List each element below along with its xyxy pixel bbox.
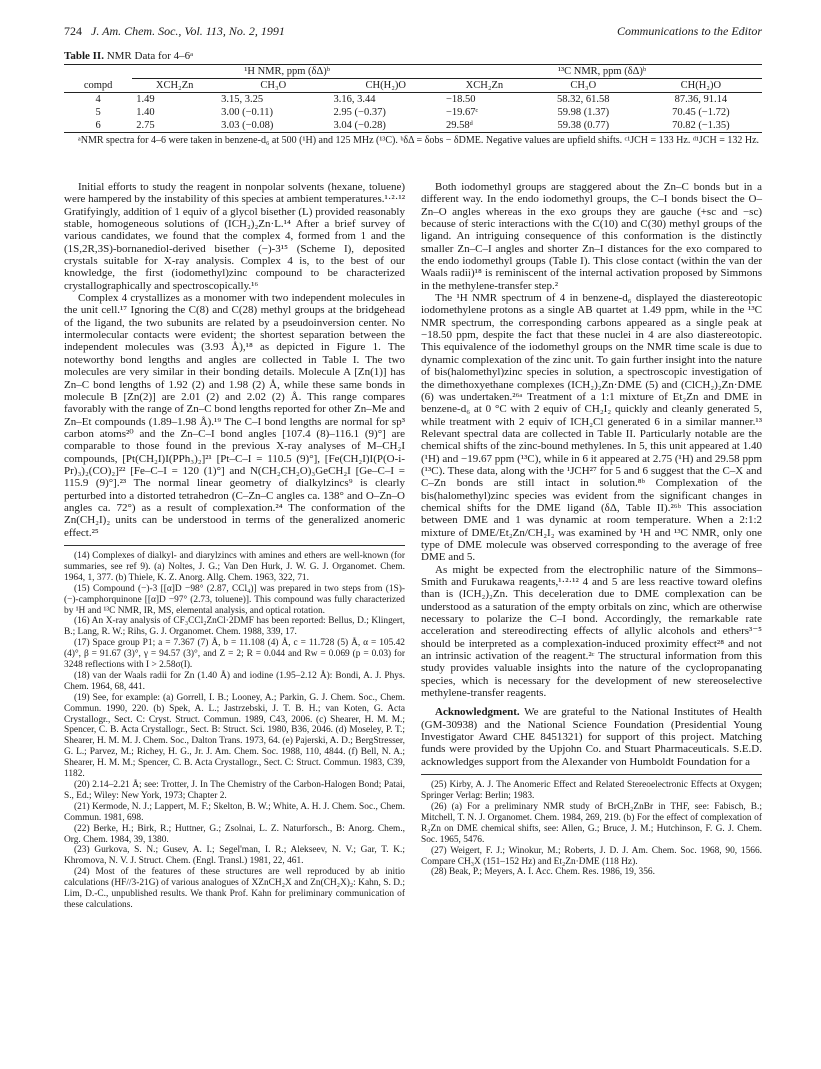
nmr-data-table [64,64,762,133]
table-cell: 59.98 (1.37) [557,107,610,118]
column-header: CH(H₂)O [330,79,442,93]
table-cell: 3.16, 3.44 [333,94,376,105]
table-cell: 2.95 (−0.37) [333,107,386,118]
table-group-spacer [64,65,132,79]
table-row [64,93,762,107]
table-label: Table II. [64,50,104,62]
reference-item: (21) Kermode, N. J.; Lappert, M. F.; Skelton, B. W.; White, A. H. J. Chem. Soc., Chem. Commun. 1981, 698. [64,801,405,823]
journal-page [64,24,762,910]
body-paragraph: As might be expected from the electrophilic nature of the Simmons–Smith and Furukawa reagents,¹·²·¹² 4 and 5 are less reactive toward olefins than is (ICH₂)₂Zn. This deceleration due to DME complexation can be understood as a saturation of the empty orbitals on zinc, which are otherwise necessary to polarize the C–I bond. Accordingly, the remarkable rate acceleration and stereodirecting effects of allylic alcohols and ethers³⁻⁵ should be interpreted as a complexation-induced proximity effect²⁸ and not an intrinsic activation of the reagent.²ᶜ The structural information from this study provides valuable insights into the nature of the cyclopropanating species, which is necessary for the development of new stereoselective methylene-transfer reagents. [421,563,762,700]
left-column [64,181,405,911]
table-title-text: NMR Data for 4–6ᵃ [106,50,194,62]
table-cell: 3.04 (−0.28) [333,120,386,131]
table-cell: 59.38 (0.77) [557,120,610,131]
footnote-divider [64,545,405,546]
table-cell: 58.32, 61.58 [557,94,610,105]
reference-item: (25) Kirby, A. J. The Anomeric Effect and Related Stereoelectronic Effects at Oxygen; Springer Verlag: Berlin; 1983. [421,780,762,802]
table-cell: 5 [95,107,101,118]
reference-item: (17) Space group P1; a = 7.367 (7) Å, b = 11.108 (4) Å, c = 11.728 (5) Å, α = 105.42 (4)°, β = 91.67 (3)°, γ = 94.57 (3)°, and Z = 2; R = 0.044 and Rw = 0.069 (p = 0.03) for 3248 reflections with I > 2.58σ(I). [64,638,405,671]
column-header: CH₃O [217,79,329,93]
reference-item: (24) Most of the features of these structures are well reproduced by ab initio calculations (HF//3-21G) of various analogues of XZnCH₂X and Zn(CH₂X)₂: Kahn, S. D.; Lim, D.-C., unpublished results. We thank Prof. Kahn for preliminary communication of these calculations. [64,867,405,910]
table-cell: 6 [95,120,101,131]
table-cell: 1.40 [136,107,155,118]
table-cell: 2.75 [136,120,155,131]
reference-item: (26) (a) For a preliminary NMR study of BrCH₂ZnBr in THF, see: Fabisch, B.; Mitchell, T. N. J. Organomet. Chem. 1984, 269, 219. (b) For the effect of complexation of R₂Zn on DME chemical shifts, see: Allen, G.; Bruce, J. M.; Hutchinson, F. G. J. Chem. Soc. 1965, 5476. [421,801,762,845]
table-cell: 87.36, 91.14 [674,94,728,105]
table-cell: 70.45 (−1.72) [672,107,730,118]
right-references [421,780,762,878]
table-cell: 3.03 (−0.08) [221,120,274,131]
two-column-body [64,181,762,911]
reference-item: (20) 2.14–2.21 Å; see: Trotter, J. In The Chemistry of the Carbon-Halogen Bond; Patai, S., Ed.; Wiley: New York, 1973; Chapter 2. [64,780,405,801]
footnote-divider [421,774,762,775]
page-number: 724 [64,24,82,38]
column-header: CH₃O [527,79,640,93]
column-header: compd [64,79,132,93]
reference-item: (27) Weigert, F. J.; Winokur, M.; Roberts, J. D. J. Am. Chem. Soc. 1968, 90, 1566. Compare CH₃X (151–152 Hz) and Et₂Zn·DME (118 Hz). [421,845,762,867]
table-row [64,106,762,119]
reference-item: (23) Gurkova, S. N.; Gusev, A. I.; Segel'man, I. R.; Alekseev, N. V.; Gar, T. K.; Khromova, N. V. J. Struct. Chem. (Engl. Transl.) 1981, 22, 461. [64,845,405,867]
table-cell: 29.58ᵈ [445,120,473,131]
acknowledgment-heading: Acknowledgment. [435,706,520,719]
right-body-text [421,181,762,768]
column-header: XCH₂Zn [442,79,527,93]
reference-item: (14) Complexes of dialkyl- and diarylzincs with amines and ethers are well-known (for summaries, see ref 9). (a) Noltes, J. G.; Van Den Hurk, J. W. G. J. Organomet. Chem. 1964, 1, 377. (b) Thiele, K. Z. Anorg. Allg. Chem. 1963, 322, 71. [64,550,405,583]
table-group-header-row [64,65,762,79]
table-cell: −19.67ᶜ [445,107,479,118]
running-head [64,24,762,42]
column-header: XCH₂Zn [132,79,217,93]
reference-item: (19) See, for example: (a) Gorrell, I. B.; Looney, A.; Parkin, G. J. Chem. Soc., Chem. Commun. 1990, 220. (b) Spek, A. L.; Jastrzebski, J. T. B. H.; van Koten, G. Acta Crystallogr., Sect. C: Cryst. Struct. Commun. 1989, C43, 2006. (c) Shearer, H. M. M.; Spencer, C. B. Acta Crystallogr., Sect. B: Struct. Sci. 1980, B36, 2046. (d) Moseley, P. T.; Shearer, H. M. M. J. Chem. Soc., Dalton Trans. 1973, 64. (e) Pajerski, A. D.; BergStresser, G. L.; Parvez, M.; Richey, H. G., Jr. J. Am. Chem. Soc. 1988, 110, 4844. (f) Bell, N. A.; Shearer, H. M. M.; Spencer, C. B. Acta Crystallogr., Sect. C: Struct. Commun. 1983, C39, 1182. [64,692,405,780]
table-row [64,119,762,133]
table-cell: −18.50 [445,94,476,105]
reference-item: (18) van der Waals radii for Zn (1.40 Å) and iodine (1.95–2.12 Å): Bondi, A. J. Phys. Chem. 1964, 68, 441. [64,670,405,692]
reference-item: (15) Compound (−)-3 [[α]D −98° (2.87, CCl₄)] was prepared in two steps from (1S)-(−)-camphorquinone [[α]D −97° (2.73, toluene)]. This compound was fully characterized by ¹H and ¹³C NMR, IR, MS, elemental analysis, and optical rotation. [64,583,405,616]
running-head-citation [64,24,285,39]
body-paragraph: Initial efforts to study the reagent in nonpolar solvents (hexane, toluene) were hampered by the instability of this species at ambient temperatures.¹·²·¹² Gratifyingly, addition of 1 equiv of a glycol bisether (L) provided reasonably stable, homogeneous solutions of (ICH₂)₂Zn·L.¹⁴ After a brief survey of various candidates, we found that the complex 4, formed from 1 and the (1S,2R,3S)-bornanediol-derived bisether (−)-3¹⁵ (Scheme I), deposited crystals suitable for X-ray analysis. Complex 4 is, to the best of our knowledge, the first (iodomethyl)zinc compound to be characterized crystallographically and spectroscopically.¹⁶ [64,181,405,292]
table-cell: 3.00 (−0.11) [221,107,273,118]
body-paragraph: Complex 4 crystallizes as a monomer with two independent molecules in the unit cell.¹⁷ Ignoring the C(8) and C(28) methyl groups at the bridgehead of the ligand, the two subunits are related by a pseudoinversion center. No intermolecular contacts were evident; the shortest separation between the independent molecules was (3.93 Å),¹⁸ as depicted in Figure 1. The noteworthy bond lengths and angles are collected in Table I. The two molecules are very similar in their bonding details. Molecule A [Zn(1)] has Zn–C bond lengths of 1.92 (2) and 1.98 (2) Å, while these same bonds in molecule B [Zn(2)] are 2.01 (2) and 2.02 (2) Å. This range compares favorably with the range of Zn–C bond lengths reported for other Zn–Me and Zn–Et compounds (1.89–1.98 Å).¹⁹ The C–I bond lengths are normal for sp³ carbon atoms²⁰ and the Zn–C–I bond angles [107.4 (8)–116.1 (9)°] are comparable to those found in the previous X-ray analyses of M–CH₂I compounds, [Pt(CH₂I)I(PPh₃)₂]²¹ [Pt–C–I = 110.5 (9)°], [Fe(CH₂I)I(P(O-i-Pr)₃)₂(CO)₂]²² [Fe–C–I = 120 (1)°] and N(CH₂CH₂O)₃GeCH₂I [Ge–C–I = 115.9 (9)°].²³ The normal linear geometry of dialkylzincs⁹ is clearly perturbed into a distorted tetrahedron (C–Zn–C angles ca. 138° and O–Zn–O angles ca. 72°) as a result of complexation.²⁴ The conformation of the Zn(CH₂I)₂ units can be understood in terms of the generalized anomeric effect.²⁵ [64,292,405,539]
table-footnote: ᵃNMR spectra for 4–6 were taken in benzene-d₆ at 500 (¹H) and 125 MHz (¹³C). ᵇδΔ = δobs − δDME. Negative values are upfield shifts. ᶜ¹JCH = 133 Hz. ᵈ¹JCH = 132 Hz. [78,135,760,146]
table-column-header-row [64,79,762,93]
table-caption [64,50,762,62]
acknowledgment-text: We are grateful to the National Institutes of Health (GM-30938) and the National Science Foundation (Presidential Young Investigator Award CHE 8451321) for support of this project. Matching funds were provided by the Upjohn Co. and Stuart Pharmaceuticals. S.E.D. acknowledges support from the Alexander von Humboldt Foundation for a [421,706,762,768]
volume-info: Vol. 113, No. 2, 1991 [184,24,285,38]
left-body-text [64,181,405,539]
column-header: CH(H₂)O [640,79,762,93]
group-header-1h: ¹H NMR, ppm (δΔ)ᵇ [132,65,442,79]
table-cell: 3.15, 3.25 [221,94,264,105]
left-references [64,551,405,911]
body-paragraph: Both iodomethyl groups are staggered about the Zn–C bonds but in a different way. In the endo iodomethyl groups, the C–I bonds bisect the O–Zn–O angles whereas in the exo groups they are gauche (+sc and −sc) because of steric interactions with the C(10) and C(30) methyl groups of the ligand. An intriguing consequence of this conformation is the distinctly smaller Zn–C–I angles and shorter Zn–I distances for the exo compared to the endo iodomethyl groups (Table I). This close contact (within the van der Waals radii)¹⁸ is reminiscent of the internal activation proposed by Simmons in the methylene-transfer step.² [421,181,762,292]
reference-item: (28) Beak, P.; Meyers, A. I. Acc. Chem. Res. 1986, 19, 356. [431,867,655,878]
reference-item: (16) An X-ray analysis of CF₃CCl₂ZnCl·2DMF has been reported: Bellus, D.; Klingert, B.; Lang, R. W.; Rihs, G. J. Organomet. Chem. 1988, 339, 17. [64,616,405,638]
group-header-13c: ¹³C NMR, ppm (δΔ)ᵇ [442,65,762,79]
reference-item: (22) Berke, H.; Birk, R.; Huttner, G.; Zsolnai, L. Z. Naturforsch., B: Anorg. Chem., Org. Chem. 1984, 39, 1380. [64,823,405,845]
body-paragraph: The ¹H NMR spectrum of 4 in benzene-d₆ displayed the diastereotopic iodomethylene protons as a single AB quartet at 1.49 ppm, while in the ¹³C NMR spectrum, the corresponding carbons appeared as a single peak at −18.50 ppm, despite the fact that these nuclei in 4 are also diastereotopic. This equivalence of the iodomethyl groups on the NMR time scale is due to dynamic complexation of the zinc unit. To gain further insight into the nature of bis(halomethyl)zinc species in solution, a spectroscopic investigation of the dimethoxyethane complexes (ICH₂)₂Zn·DME (5) and (ClCH₂)₂Zn·DME (6) was undertaken.²⁶ᵃ Treatment of a 1:1 mixture of Et₂Zn and DME in benzene-d₆ at 0 °C with 2 equiv of CH₂I₂ quickly and cleanly generated 5, while treatment with 2 equiv of ICH₂Cl generated 6 in a similar manner.¹³ Relevant spectral data are collected in Table II. Particularly notable are the chemical shifts of the zinc-bound methylenes. In 5, this unit appeared at 1.40 (¹H) and −19.67 ppm (¹³C), while in 6 it appeared at 2.75 (¹H) and 29.58 ppm (¹³C). These data, along with the ¹JCH²⁷ for 5 and 6 suggest that the C–X and C–Zn bonds are still intact in solution.⁸ᵇ Complexation of the bis(halomethyl)zinc species was evident from the significant changes in chemical shifts for the DME ligand (δΔ, Table II).²⁶ᵇ This association between DME and 1 was dynamic at room temperature. When a 2:1:2 mixture of DME/Et₂Zn/CH₂I₂ was examined by ¹H and ¹³C NMR, only one type of DME molecule was observed corresponding to the average of free DME and 5. [421,292,762,564]
table-cell: 1.49 [136,94,155,105]
section-name: Communications to the Editor [617,24,762,38]
acknowledgment-paragraph [421,706,762,768]
table-cell: 4 [95,94,101,105]
table-cell: 70.82 (−1.35) [672,120,730,131]
journal-name: J. Am. Chem. Soc., [91,24,182,38]
right-column [421,181,762,911]
